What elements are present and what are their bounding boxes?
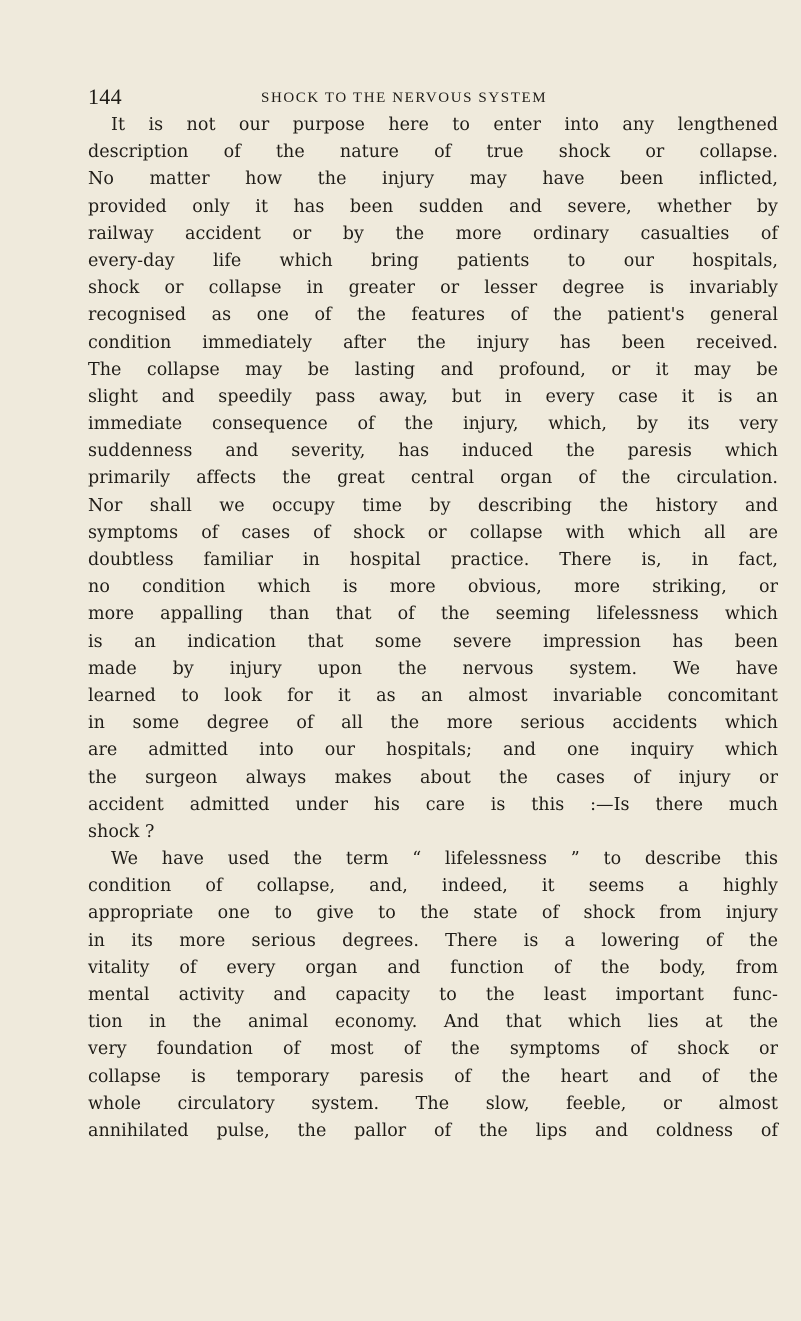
text-line: doubtless familiar in hospital practice. There is, in fact, (88, 550, 778, 570)
text-line: whole circulatory system. The slow, feeble, or almost (88, 1093, 778, 1114)
text-line: is an indication that some severe impression has been (88, 631, 778, 652)
text-line: the surgeon always makes about the cases of injury or (88, 767, 778, 788)
text-line: recognised as one of the features of the patient's general (88, 305, 778, 326)
text-line: made by injury upon the nervous system. We have (88, 658, 778, 679)
text-line: no condition which is more obvious, more striking, or (88, 577, 778, 598)
text-line: vitality of every organ and function of the body, from (88, 957, 778, 978)
text-line: condition of collapse, and, indeed, it seems a highly (88, 876, 778, 897)
text-line: We have used the term “ lifelessness ” to describe this (111, 849, 778, 870)
text-line: annihilated pulse, the pallor of the lips and coldness of (88, 1120, 778, 1141)
text-line: shock ? (88, 821, 155, 842)
text-line: symptoms of cases of shock or collapse with which all are (88, 522, 778, 543)
text-line: mental activity and capacity to the least important func- (88, 985, 778, 1005)
page-number: 144 (88, 84, 122, 109)
text-line: slight and speedily pass away, but in every case it is an (88, 386, 778, 407)
text-line: appropriate one to give to the state of shock from injury (88, 903, 778, 924)
text-line: every-day life which bring patients to our hospitals, (88, 250, 778, 271)
text-line: accident admitted under his care is this :—Is there much (88, 794, 778, 815)
text-line: learned to look for it as an almost invariable concomitant (88, 685, 778, 706)
text-line: in its more serious degrees. There is a lowering of the (88, 930, 778, 951)
text-line: tion in the animal economy. And that which lies at the (88, 1012, 778, 1033)
text-line: more appalling than that of the seeming lifelessness which (88, 604, 778, 625)
page-header (88, 86, 778, 114)
text-line: are admitted into our hospitals; and one inquiry which (88, 740, 778, 761)
text-line: Nor shall we occupy time by describing the history and (88, 495, 778, 516)
text-line: very foundation of most of the symptoms of shock or (88, 1039, 778, 1060)
text-line: primarily affects the great central organ of the circulation. (88, 468, 778, 489)
text-line: railway accident or by the more ordinary casualties of (88, 223, 778, 244)
text-line: provided only it has been sudden and severe, whether by (88, 196, 778, 217)
text-line: in some degree of all the more serious accidents which (88, 713, 778, 734)
text-line: The collapse may be lasting and profound, or it may be (88, 359, 778, 380)
text-line: condition immediately after the injury has been received. (88, 332, 778, 353)
text-line: suddenness and severity, has induced the paresis which (88, 441, 778, 462)
text-line: collapse is temporary paresis of the heart and of the (88, 1066, 778, 1087)
text-line: It is not our purpose here to enter into any lengthened (111, 115, 778, 135)
text-line: No matter how the injury may have been inflicted, (88, 169, 778, 190)
text-line: shock or collapse in greater or lesser degree is invariably (88, 278, 778, 299)
text-line: description of the nature of true shock or collapse. (88, 142, 778, 163)
running-head: SHOCK TO THE NERVOUS SYSTEM (261, 90, 548, 106)
text-line: immediate consequence of the injury, which, by its very (88, 414, 778, 435)
body-text (88, 112, 778, 1145)
